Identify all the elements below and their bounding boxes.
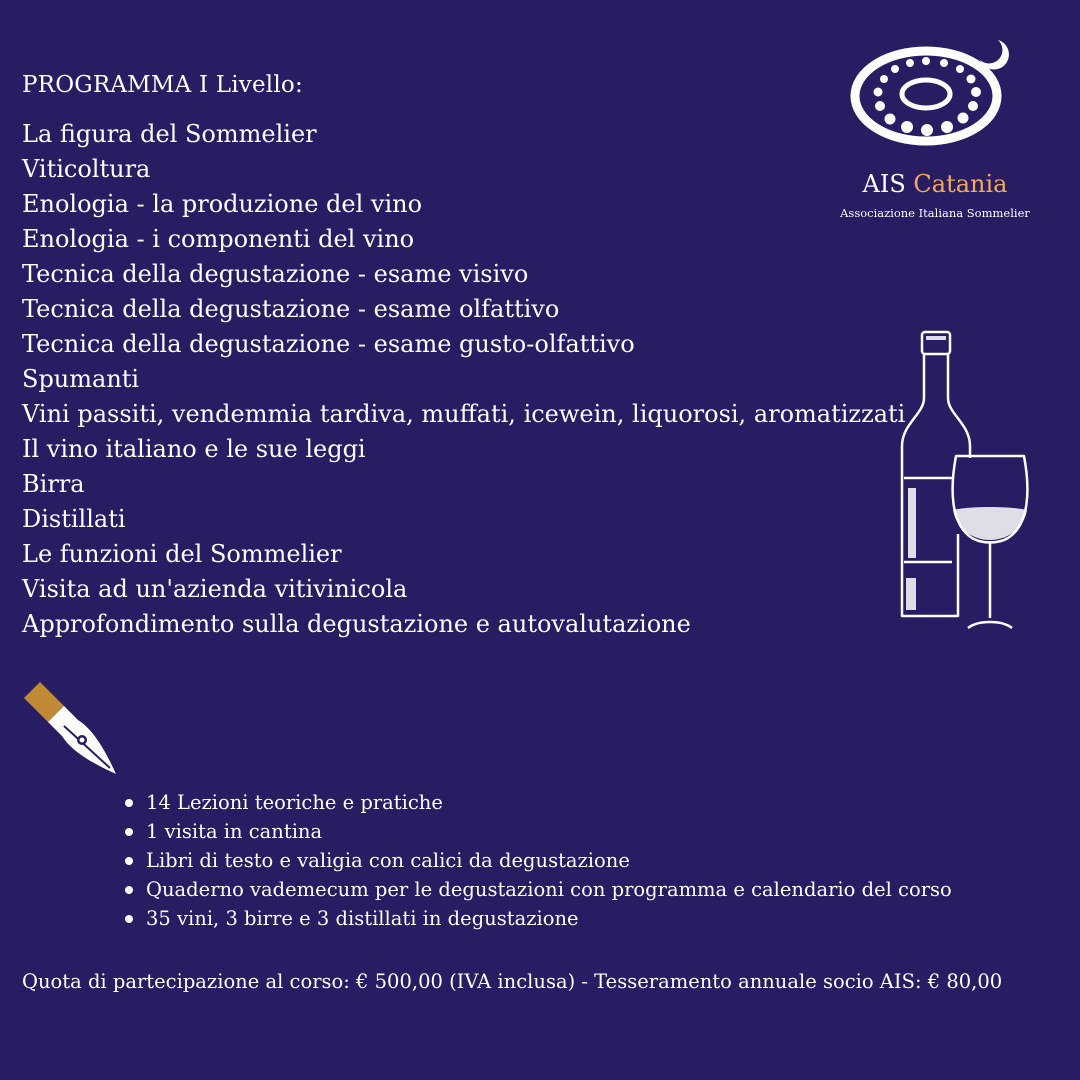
topic-item: Visita ad un'azienda vitivinicola: [22, 575, 408, 603]
feature-item: 14 Lezioni teoriche e pratiche: [122, 788, 952, 817]
topic-item: Viticoltura: [22, 155, 151, 183]
topic-item: Enologia - la produzione del vino: [22, 190, 423, 218]
feature-item: Libri di testo e valigia con calici da degustazione: [122, 846, 952, 875]
program-heading: PROGRAMMA I Livello:: [22, 72, 303, 98]
logo-subtitle: Associazione Italiana Sommelier: [840, 206, 1030, 220]
pricing-footer: Quota di partecipazione al corso: € 500,00 (IVA inclusa) - Tesseramento annuale socio AIS: € 80,00: [22, 970, 1003, 993]
topic-item: Enologia - i componenti del vino: [22, 225, 415, 253]
ais-logo: [840, 36, 1040, 226]
topic-item: Approfondimento sulla degustazione e autovalutazione: [22, 610, 691, 638]
topic-item: Tecnica della degustazione - esame gusto-olfattivo: [22, 330, 635, 358]
topic-item: Tecnica della degustazione - esame visivo: [22, 260, 529, 288]
feature-item: 1 visita in cantina: [122, 817, 952, 846]
topic-item: Birra: [22, 470, 85, 498]
topics-list: [22, 117, 905, 642]
topic-item: Tecnica della degustazione - esame olfattivo: [22, 295, 560, 323]
topic-item: La figura del Sommelier: [22, 120, 317, 148]
logo-title: [840, 170, 1030, 198]
feature-item: 35 vini, 3 birre e 3 distillati in degustazione: [122, 904, 952, 933]
ais-emblem-icon: [840, 36, 1030, 146]
wine-bottle-and-glass-icon: [890, 328, 1050, 650]
logo-city: Catania: [913, 170, 1008, 198]
feature-item: Quaderno vademecum per le degustazioni con programma e calendario del corso: [122, 875, 952, 904]
features-list: [122, 788, 952, 933]
fountain-pen-icon: [20, 678, 120, 778]
logo-name: AIS: [862, 170, 906, 198]
topic-item: Il vino italiano e le sue leggi: [22, 435, 366, 463]
topic-item: Spumanti: [22, 365, 140, 393]
topic-item: Vini passiti, vendemmia tardiva, muffati, icewein, liquorosi, aromatizzati: [22, 400, 906, 428]
topic-item: Le funzioni del Sommelier: [22, 540, 342, 568]
topic-item: Distillati: [22, 505, 126, 533]
